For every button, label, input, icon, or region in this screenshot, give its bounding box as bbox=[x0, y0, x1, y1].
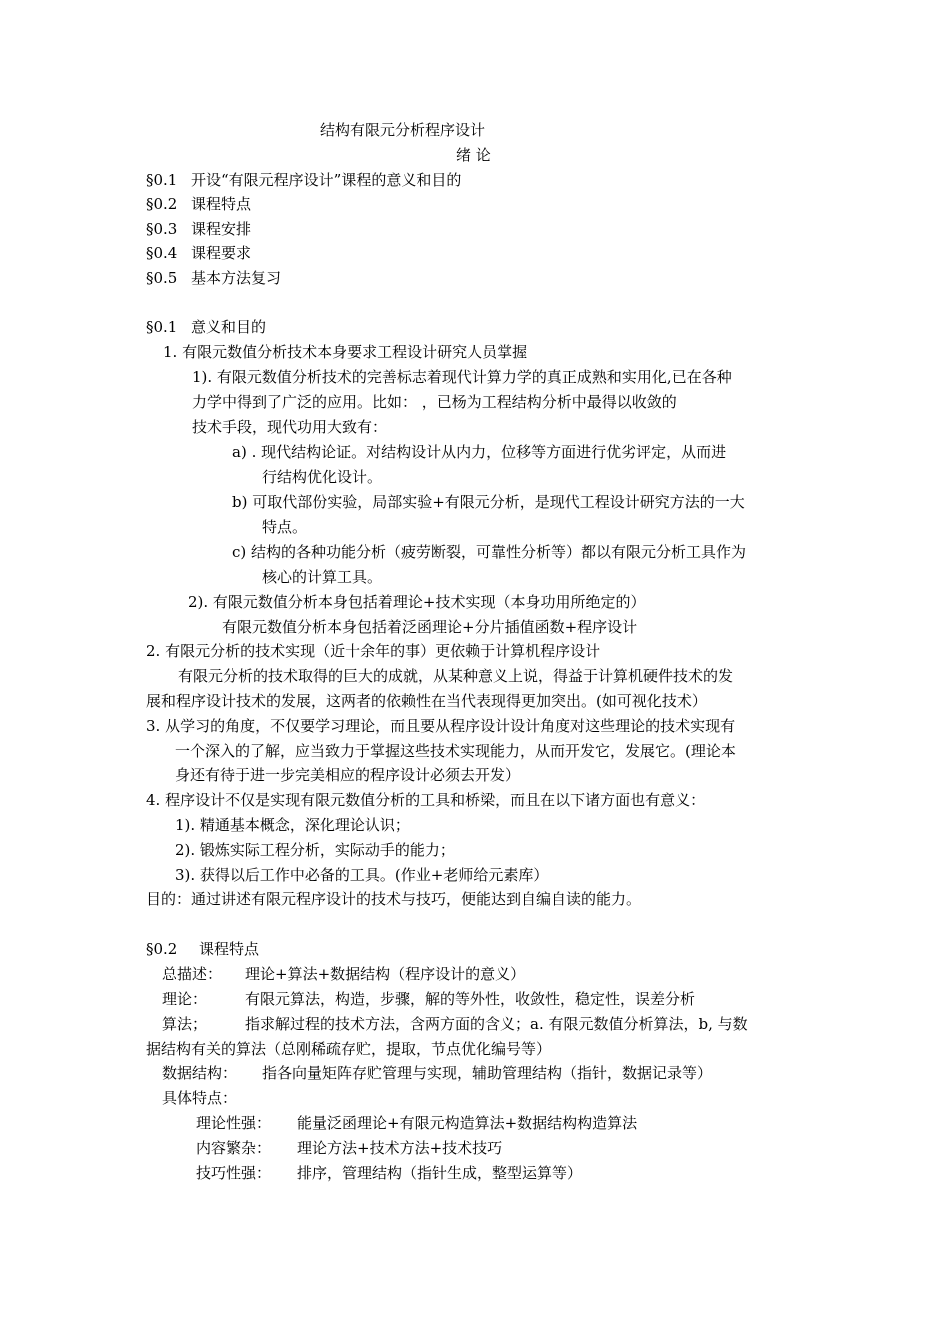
list-item: c) 结构的各种功能分析（疲劳断裂，可靠性分析等）都以有限元分析工具作为 bbox=[232, 543, 747, 561]
paragraph: 技术手段，现代功用大致有： bbox=[192, 418, 388, 436]
doc-title: 结构有限元分析程序设计 bbox=[320, 121, 486, 139]
list-item: 行结构优化设计。 bbox=[262, 468, 383, 486]
list-item: b) 可取代部份实验，局部实验+有限元分析，是现代工程设计研究方法的一大 bbox=[232, 493, 745, 511]
toc-item: §0.2 课程特点 bbox=[146, 195, 252, 213]
feature-row: 技巧性强： 排序，管理结构（指针生成，整型运算等） bbox=[196, 1164, 583, 1182]
feature-row: 数据结构： 指各向量矩阵存贮管理与实现，辅助管理结构（指针，数据记录等） bbox=[162, 1064, 713, 1082]
paragraph: 身还有待于进一步完美相应的程序设计必须去开发） bbox=[175, 766, 521, 784]
list-item: a) . 现代结构论证。对结构设计从内力，位移等方面进行优劣评定，从而进 bbox=[232, 443, 727, 461]
list-item: 1). 精通基本概念，深化理论认识； bbox=[175, 816, 410, 834]
paragraph: 有限元分析的技术取得的巨大的成就，从某种意义上说，得益于计算机硬件技术的发 bbox=[178, 667, 734, 685]
toc-item: §0.1 开设“有限元程序设计”课程的意义和目的 bbox=[146, 171, 462, 189]
paragraph: 3. 从学习的角度，不仅要学习理论，而且要从程序设计设计角度对这些理论的技术实现有 bbox=[146, 717, 736, 735]
feature-row: 内容繁杂： 理论方法+技术方法+技术技巧 bbox=[196, 1139, 503, 1157]
feature-row: 算法； 指求解过程的技术方法，含两方面的含义；a. 有限元数值分析算法，b, 与数 bbox=[162, 1015, 748, 1033]
paragraph: 1. 有限元数值分析技术本身要求工程设计研究人员掌握 bbox=[163, 343, 528, 361]
paragraph: 目的：通过讲述有限元程序设计的技术与技巧，便能达到自编自读的能力。 bbox=[146, 890, 642, 908]
paragraph: 展和程序设计技术的发展，这两者的依赖性在当代表现得更加突出。(如可视化技术） bbox=[146, 692, 707, 710]
paragraph: 据结构有关的算法（总刚稀疏存贮，提取，节点优化编号等） bbox=[146, 1040, 552, 1058]
paragraph: 有限元数值分析本身包括着泛函理论+分片插值函数+程序设计 bbox=[222, 618, 638, 636]
list-item: 2). 锻炼实际工程分析，实际动手的能力； bbox=[175, 841, 455, 859]
paragraph: 1). 有限元数值分析技术的完善标志着现代计算力学的真正成熟和实用化,已在各种 bbox=[192, 368, 732, 386]
toc-item: §0.4 课程要求 bbox=[146, 244, 252, 262]
doc-subtitle: 绪 论 bbox=[456, 146, 491, 164]
paragraph: 2). 有限元数值分析本身包括着理论+技术实现（本身功用所绝定的） bbox=[188, 593, 646, 611]
section-heading: §0.1 意义和目的 bbox=[146, 318, 267, 336]
list-item: 核心的计算工具。 bbox=[262, 568, 383, 586]
paragraph: 力学中得到了广泛的应用。比如： ，已杨为工程结构分析中最得以收敛的 bbox=[192, 393, 677, 411]
section-heading: §0.2 课程特点 bbox=[146, 940, 260, 958]
paragraph: 一个深入的了解，应当致力于掌握这些技术实现能力，从而开发它，发展它。(理论本 bbox=[175, 742, 736, 760]
toc-item: §0.3 课程安排 bbox=[146, 220, 252, 238]
feature-row-label: 具体特点： bbox=[162, 1089, 238, 1107]
list-item: 3). 获得以后工作中必备的工具。(作业+老师给元素库） bbox=[175, 866, 549, 884]
list-item: 特点。 bbox=[262, 518, 308, 536]
feature-row: 总描述： 理论+算法+数据结构（程序设计的意义） bbox=[162, 965, 526, 983]
paragraph: 2. 有限元分析的技术实现（近十余年的事）更依赖于计算机程序设计 bbox=[146, 642, 601, 660]
toc-item: §0.5 基本方法复习 bbox=[146, 269, 282, 287]
paragraph: 4. 程序设计不仅是实现有限元数值分析的工具和桥梁，而且在以下诸方面也有意义： bbox=[146, 791, 706, 809]
feature-row: 理论性强： 能量泛函理论+有限元构造算法+数据结构构造算法 bbox=[196, 1114, 638, 1132]
feature-row: 理论： 有限元算法，构造，步骤，解的等外性，收敛性，稳定性，误差分析 bbox=[162, 990, 696, 1008]
